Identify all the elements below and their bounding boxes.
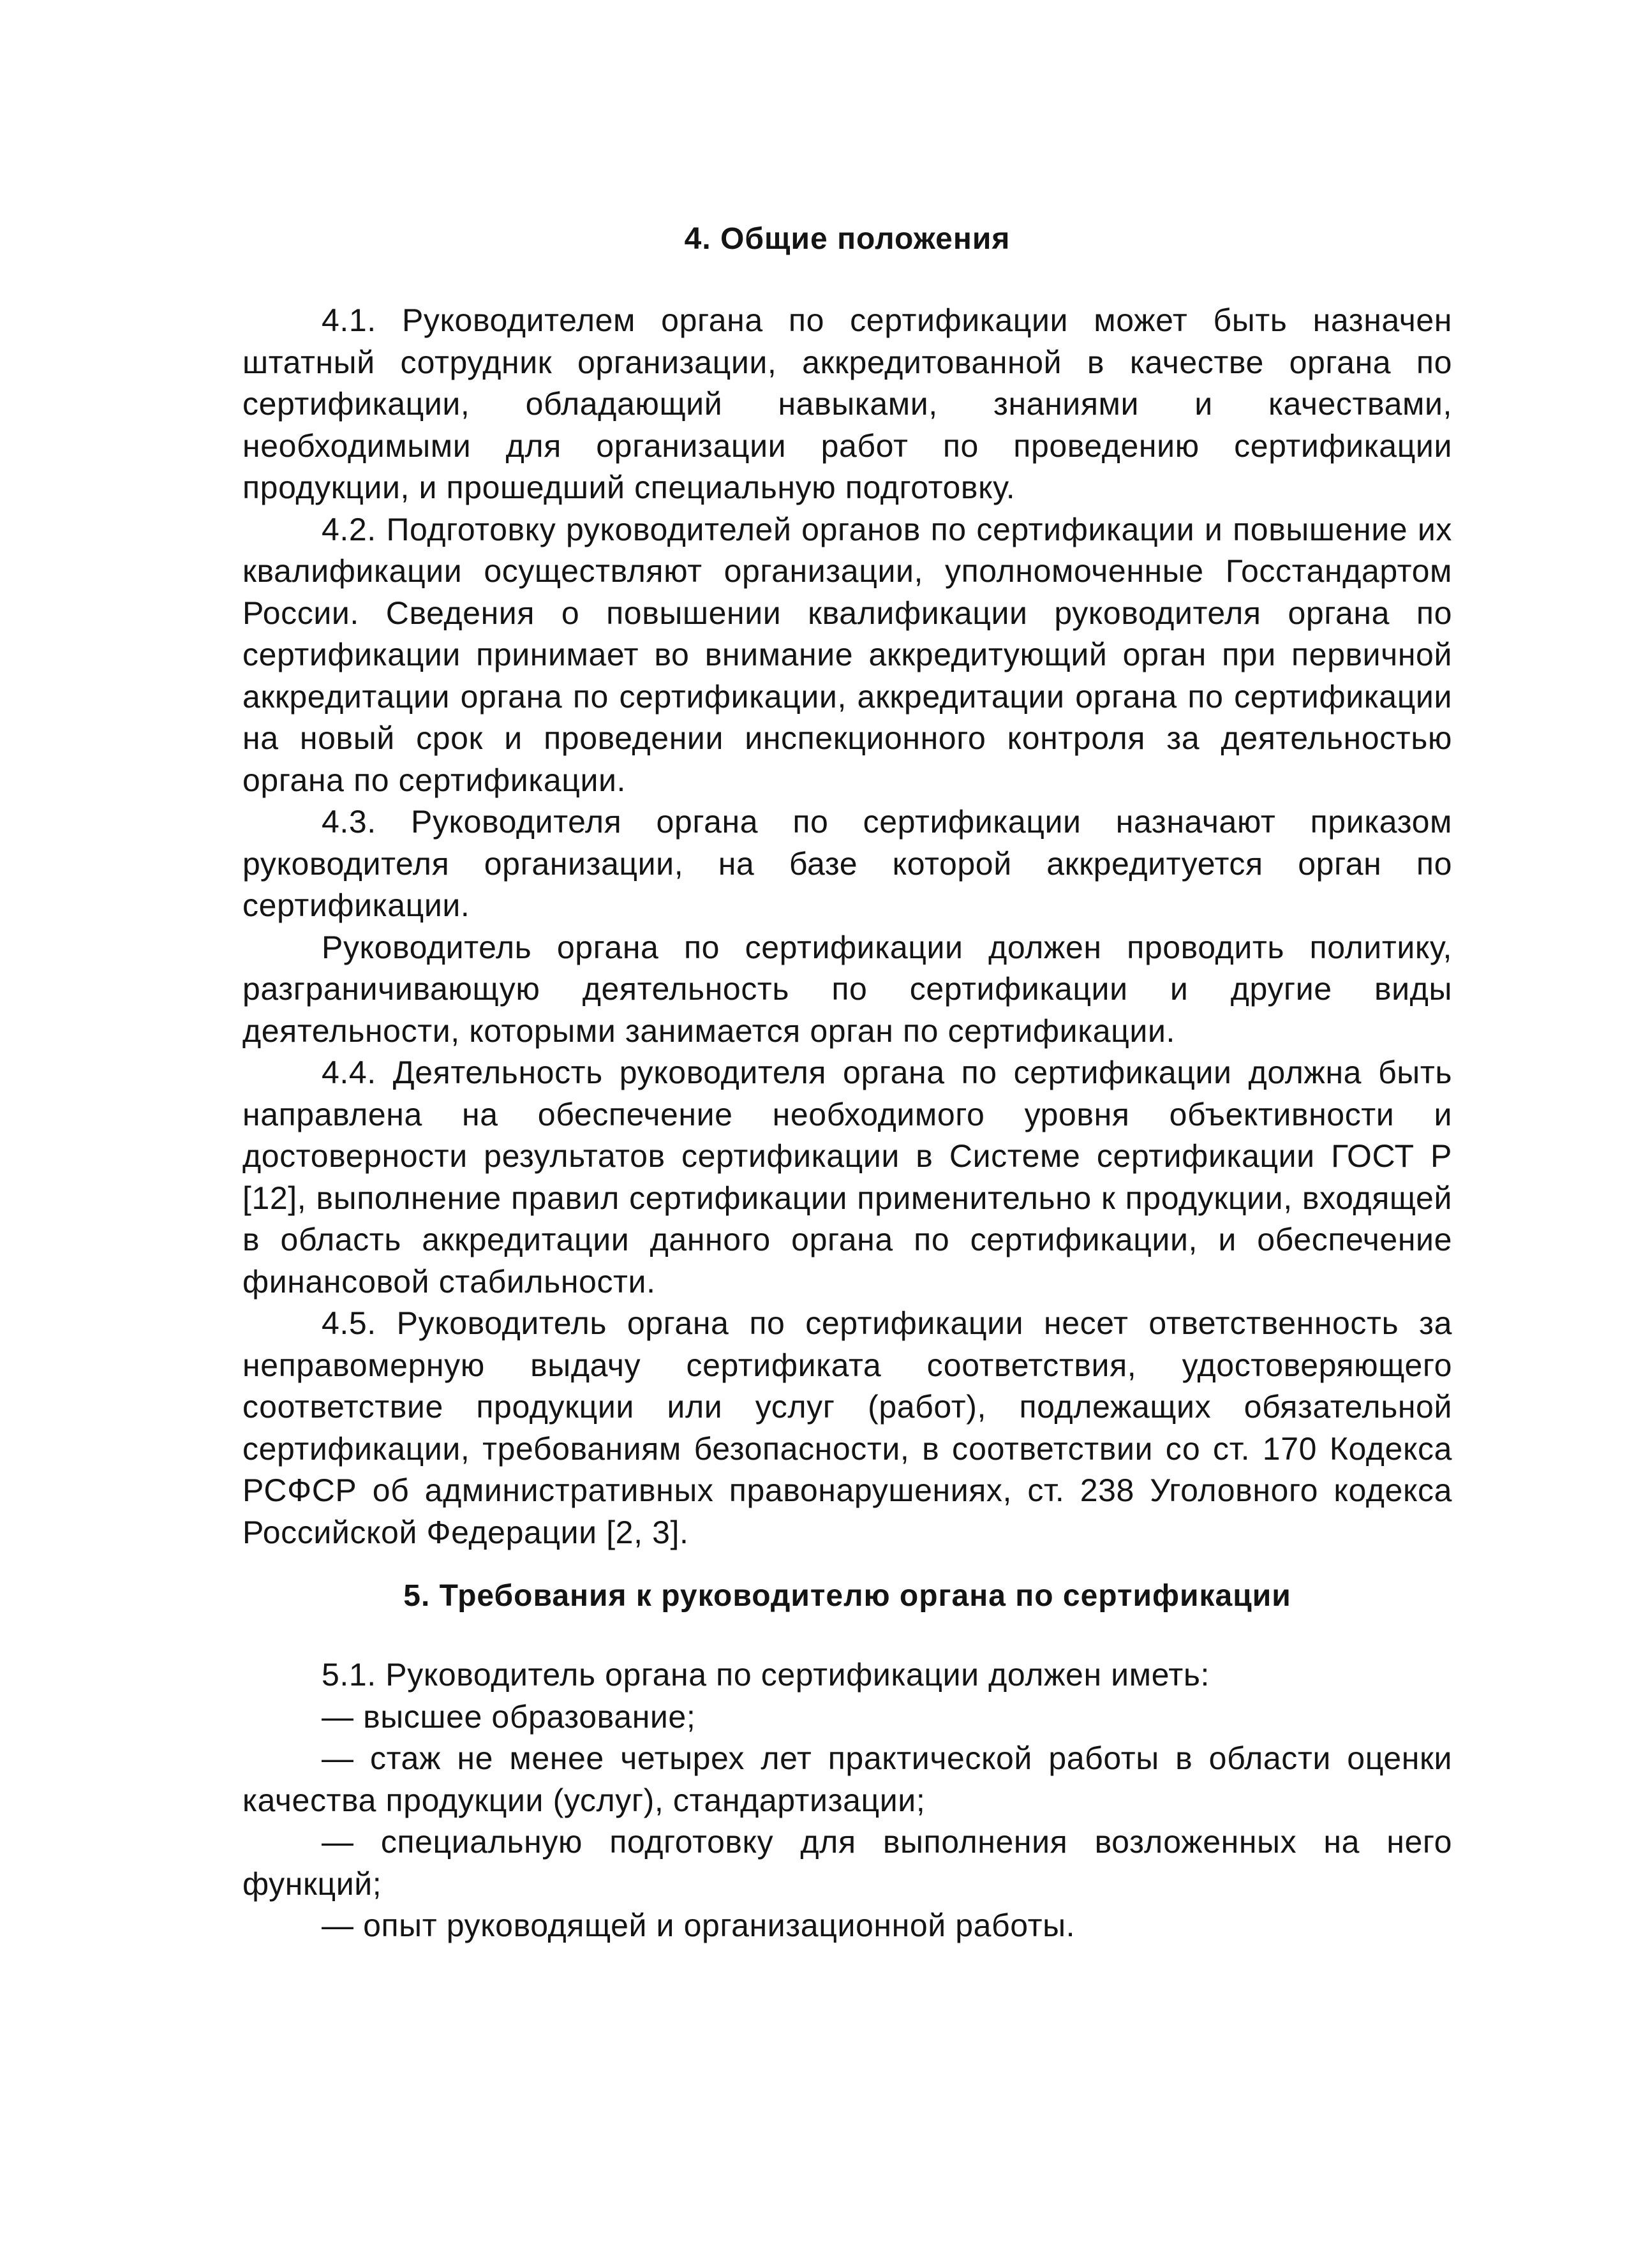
paragraph-4-3: 4.3. Руководителя органа по сертификации назначают приказом руководителя организации, на базе которой аккредитуется орган по сертификации. — [242, 804, 1452, 923]
paragraph-5-1: 5.1. Руководитель органа по сертификации должен иметь: — [322, 1657, 1210, 1693]
requirement-item-management: — опыт руководящей и организационной работы. — [322, 1908, 1076, 1943]
requirement-item-education: — высшее образование; — [322, 1698, 696, 1735]
requirement-item-training: — специальную подготовку для выполнения возложенных на него функций; — [242, 1824, 1452, 1902]
section-4-body — [242, 300, 1452, 1553]
paragraph-4-3-policy: Руководитель органа по сертификации должен проводить политику, разграничивающую деятельность по сертификации и другие виды деятельности, которыми занимается орган по сертификации. — [242, 929, 1452, 1049]
section-5-heading: 5. Требования к руководителю органа по сертификации — [403, 1579, 1291, 1613]
paragraph-4-1: 4.1. Руководителем органа по сертификации может быть назначен штатный сотрудник организации, аккредитованной в качестве органа по сертификации, обладающий навыками, знаниями и качествами, необходимыми для организации работ по проведению сертификации продукции, и прошедший специальную подготовку. — [242, 302, 1452, 505]
paragraph-4-4: 4.4. Деятельность руководителя органа по сертификации должна быть направлена на обеспечение необходимого уровня объективности и достоверности результатов сертификации в Системе сертификации ГОСТ Р [12], выполнение правил сертификации применительно к продукции, входящей в область аккредитации данного органа по сертификации, и обеспечение финансовой стабильности. — [242, 1055, 1452, 1300]
paragraph-4-2: 4.2. Подготовку руководителей органов по сертификации и повышение их квалификации осуществляют организации, уполномоченные Госстандартом России. Сведения о повышении квалификации руководителя органа по сертификации принимает во внимание аккредитующий орган при первичной аккредитации органа по сертификации, аккредитации органа по сертификации на новый срок и проведении инспекционного контроля за деятельностью органа по сертификации. — [242, 511, 1452, 798]
section-5-body — [242, 1654, 1452, 1947]
paragraph-4-5: 4.5. Руководитель органа по сертификации несет ответственность за неправомерную выдачу сертификата соответствия, удостоверяющего соответствие продукции или услуг (работ), подлежащих обязательной сертификации, требованиям безопасности, в соответствии со ст. 170 Кодекса РСФСР об административных правонарушениях, ст. 238 Уголовного кодекса Российской Федерации [2, 3]. — [242, 1305, 1452, 1550]
section-4-heading: 4. Общие положения — [684, 222, 1011, 256]
requirement-item-experience: — стаж не менее четырех лет практической работы в области оценки качества продукции (услуг), стандартизации; — [242, 1740, 1452, 1818]
